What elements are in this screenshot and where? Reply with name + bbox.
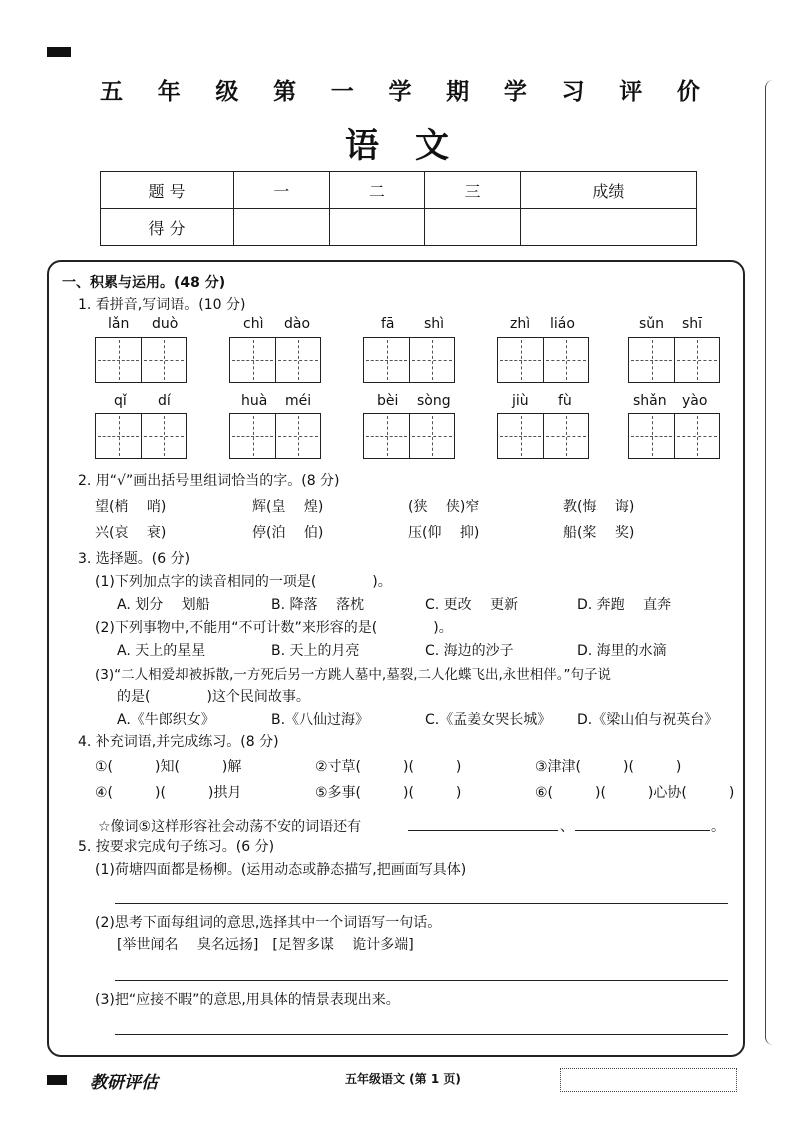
score-header-2: 二	[329, 172, 425, 209]
score-header-total: 成绩	[520, 172, 696, 209]
q2-item[interactable]: 教(悔 诲)	[563, 499, 635, 515]
page-title	[100, 73, 700, 106]
title-char: 五	[100, 78, 123, 105]
title-char: 第	[273, 78, 297, 105]
binding-line	[765, 80, 776, 1045]
pinyin: shì	[424, 316, 445, 332]
q2-label: 2. 用“√”画出括号里组词恰当的字。(8 分)	[78, 473, 340, 489]
q4-star-prompt: ☆像词⑤这样形容社会动荡不安的词语还有	[98, 819, 362, 835]
q5-word-groups: [举世闻名 臭名远扬] [足智多谋 诡计多端]	[117, 937, 414, 953]
pinyin: fā	[381, 316, 395, 332]
pinyin: jiù	[512, 393, 529, 409]
answer-line[interactable]	[408, 830, 558, 831]
pinyin: qǐ	[114, 393, 127, 409]
q3-option[interactable]: C. 海边的沙子	[425, 643, 514, 659]
q4-label: 4. 补充词语,并完成练习。(8 分)	[78, 734, 279, 750]
writing-grid[interactable]	[497, 413, 589, 459]
q4-item[interactable]: ⑤多事( )( )	[315, 785, 462, 801]
pinyin: sòng	[417, 393, 451, 409]
pinyin: dào	[284, 316, 311, 332]
q2-item[interactable]: 辉(皇 煌)	[252, 499, 324, 515]
q3-sub2: (2)下列事物中,不能用“不可计数”来形容的是( )。	[95, 620, 453, 636]
pinyin: chì	[243, 316, 264, 332]
writing-grid[interactable]	[229, 413, 321, 459]
q3-sub1: (1)下列加点字的读音相同的一项是( )。	[95, 574, 392, 590]
pinyin: duò	[152, 316, 179, 332]
answer-line[interactable]	[575, 830, 710, 831]
q3-option[interactable]: C. 更改 更新	[425, 597, 519, 613]
q3-option[interactable]: A. 划分 划船	[117, 597, 210, 613]
q2-item[interactable]: 压(仰 抑)	[408, 525, 480, 541]
corner-mark	[47, 1075, 67, 1085]
q3-option[interactable]: A.《牛郎织女》	[117, 712, 215, 728]
q1-label: 1. 看拼音,写词语。(10 分)	[78, 297, 246, 313]
pinyin: méi	[285, 393, 312, 409]
score-cell[interactable]	[520, 209, 696, 246]
q5-sub3: (3)把“应接不暇”的意思,用具体的情景表现出来。	[95, 992, 400, 1008]
subject-title: 语文	[345, 126, 485, 166]
writing-grid[interactable]	[497, 337, 589, 383]
q3-option[interactable]: B.《八仙过海》	[271, 712, 370, 728]
title-char: 学	[388, 78, 412, 105]
score-header-label: 题 号	[101, 172, 234, 209]
q5-sub1: (1)荷塘四面都是杨柳。(运用动态或静态描写,把画面写具体)	[95, 862, 467, 878]
pinyin: yào	[682, 393, 708, 409]
title-char: 价	[676, 78, 700, 105]
q2-item[interactable]: 停(泊 伯)	[252, 525, 324, 541]
score-cell[interactable]	[329, 209, 425, 246]
answer-line[interactable]	[115, 903, 728, 904]
pinyin: huà	[241, 393, 268, 409]
q3-option[interactable]: B. 天上的月亮	[271, 643, 360, 659]
q3-option[interactable]: A. 天上的星星	[117, 643, 206, 659]
writing-grid[interactable]	[95, 337, 187, 383]
q3-sub3: (3)“二人相爱却被拆散,一方死后另一方跳人墓中,墓裂,二人化蝶飞出,永世相伴。”句子说	[95, 667, 612, 683]
q2-item[interactable]: (狭 侠)窄	[408, 499, 480, 515]
answer-line[interactable]	[115, 980, 728, 981]
q3-option[interactable]: C.《孟姜女哭长城》	[425, 712, 552, 728]
faded-stamp	[560, 1068, 737, 1092]
q3-option[interactable]: D. 海里的水滴	[577, 643, 667, 659]
pinyin: zhì	[510, 316, 531, 332]
pinyin: dí	[158, 393, 171, 409]
q3-option[interactable]: D. 奔跑 直奔	[577, 597, 672, 613]
score-header-1: 一	[234, 172, 330, 209]
writing-grid[interactable]	[628, 413, 720, 459]
title-char: 级	[215, 78, 239, 105]
q2-item[interactable]: 兴(哀 衰)	[95, 525, 167, 541]
q3-option[interactable]: B. 降落 落枕	[271, 597, 364, 613]
score-header-3: 三	[425, 172, 521, 209]
page-footer: 五年级语文 (第 1 页)	[345, 1072, 461, 1086]
q4-item[interactable]: ②寸草( )( )	[315, 759, 462, 775]
writing-grid[interactable]	[95, 413, 187, 459]
title-char: 期	[446, 78, 470, 105]
writing-grid[interactable]	[363, 413, 455, 459]
score-cell[interactable]	[425, 209, 521, 246]
q5-sub2: (2)思考下面每组词的意思,选择其中一个词语写一句话。	[95, 915, 442, 931]
q4-period: 。	[711, 819, 725, 835]
writing-grid[interactable]	[229, 337, 321, 383]
pinyin: lǎn	[108, 316, 130, 332]
pinyin: fù	[558, 393, 572, 409]
section-heading: 一、积累与运用。(48 分)	[62, 275, 226, 291]
title-char: 年	[157, 78, 181, 105]
score-cell[interactable]	[234, 209, 330, 246]
q4-item[interactable]: ④( )( )拱月	[95, 785, 242, 801]
pinyin: liáo	[550, 316, 575, 332]
q4-item[interactable]: ⑥( )( )心协( )	[535, 785, 735, 801]
q3-sub3-cont: 的是( )这个民间故事。	[117, 689, 310, 705]
writing-grid[interactable]	[628, 337, 720, 383]
q4-item[interactable]: ③津津( )( )	[535, 759, 682, 775]
pinyin: shī	[682, 316, 703, 332]
q4-item[interactable]: ①( )知( )解	[95, 759, 242, 775]
title-char: 评	[619, 78, 643, 105]
q2-item[interactable]: 船(桨 奖)	[563, 525, 635, 541]
title-char: 习	[561, 78, 585, 105]
q5-label: 5. 按要求完成句子练习。(6 分)	[78, 839, 275, 855]
writing-grid[interactable]	[363, 337, 455, 383]
answer-line[interactable]	[115, 1034, 728, 1035]
q2-item[interactable]: 望(梢 哨)	[95, 499, 167, 515]
pinyin: bèi	[377, 393, 399, 409]
title-char: 一	[330, 78, 354, 105]
score-row-label: 得 分	[101, 209, 234, 246]
q4-separator: 、	[560, 819, 574, 835]
q3-label: 3. 选择题。(6 分)	[78, 551, 191, 567]
title-char: 学	[503, 78, 527, 105]
corner-mark	[47, 47, 71, 57]
pinyin: shǎn	[633, 393, 667, 409]
score-table	[100, 171, 697, 246]
pinyin: sǔn	[639, 316, 665, 332]
q3-option[interactable]: D.《梁山伯与祝英台》	[577, 712, 719, 728]
footer-brand: 教研评估	[90, 1073, 158, 1093]
